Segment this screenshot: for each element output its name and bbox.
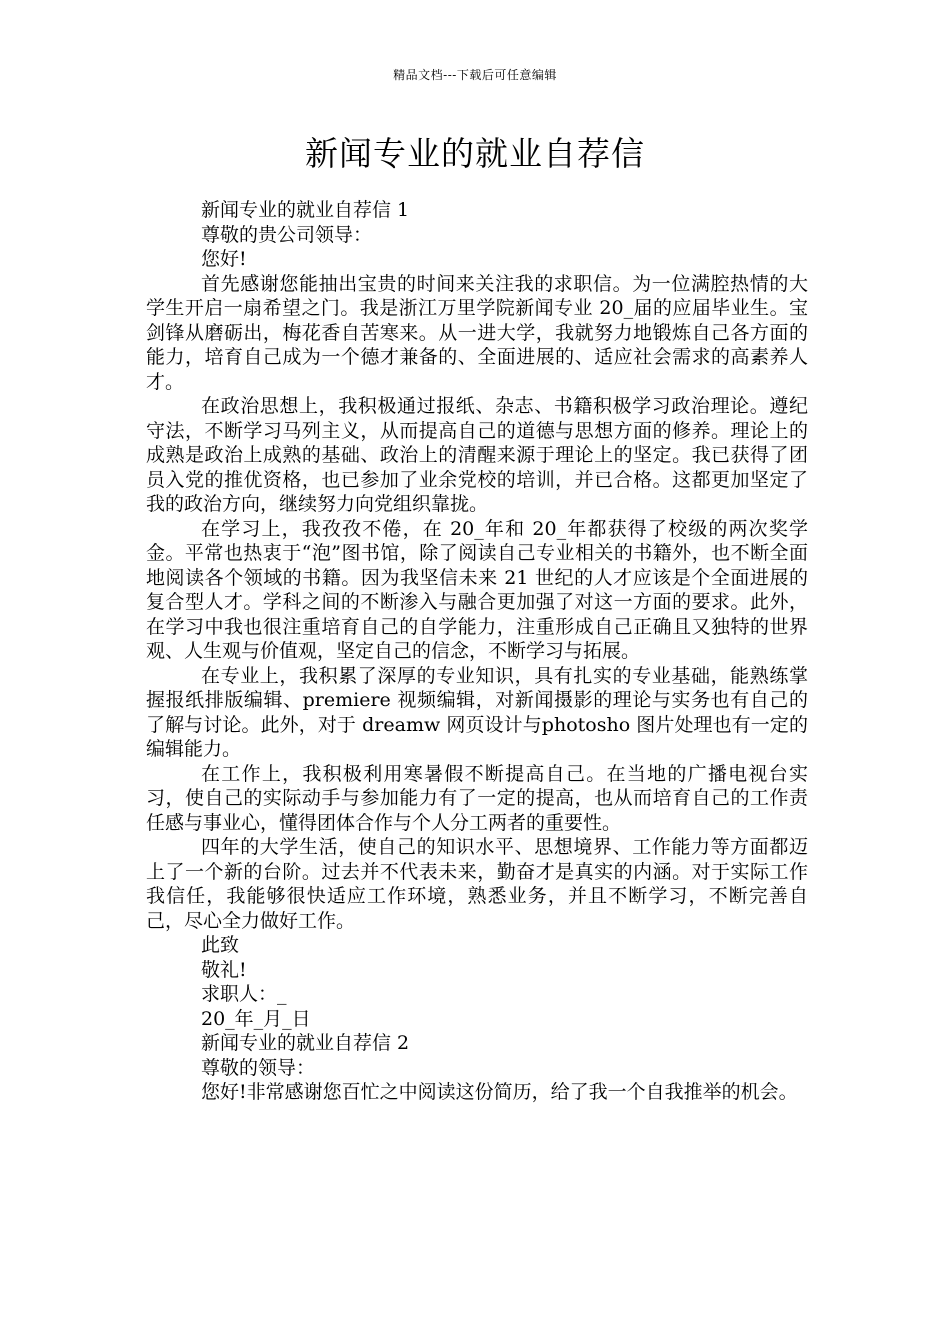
letter1-regards: 敬礼! xyxy=(201,958,247,981)
letter1-date: 20_年_月_日 xyxy=(201,1007,311,1030)
letter2-paragraph: 您好!非常感谢您百忙之中阅读这份简历，给了我一个自我推举的机会。 xyxy=(201,1081,798,1103)
letter2-heading: 新闻专业的就业自荐信 2 xyxy=(201,1032,410,1054)
letter1-paragraph: 在政治思想上，我积极通过报纸、杂志、书籍积极学习政治理论。遵纪守法，不断学习马列主义，从而提高自己的道德与思想方面的修养。理论上的成熟是政治上成熟的基础、政治上的清醒来源于理论上的坚定。我已获得了团员入党的推优资格，也已参加了业余党校的培训，并已合格。这都更加坚定了我的政治方向，继续努力向党组织靠拢。 xyxy=(146,395,808,515)
letter1-paragraph: 首先感谢您能抽出宝贵的时间来关注我的求职信。为一位满腔热情的大学生开启一扇希望之门。我是浙江万里学院新闻专业 20_届的应届毕业生。宝剑锋从磨砺出，梅花香自苦寒来。从一进大学，我就努力地锻炼自己各方面的能力，培育自己成为一个德才兼备的、全面进展的、适应社会需求的高素养人才。 xyxy=(146,272,808,393)
letter2-salutation: 尊敬的领导： xyxy=(201,1056,316,1079)
letter1-paragraph: 四年的大学生活，使自己的知识水平、思想境界、工作能力等方面都迈上了一个新的台阶。过去并不代表未来，勤奋才是真实的内涵。对于实际工作我信任，我能够很快适应工作环境，熟悉业务，并且不断学习，不断完善自己，尽心全力做好工作。 xyxy=(146,836,808,932)
document-body xyxy=(146,198,808,1105)
letter1-greeting: 您好! xyxy=(201,248,247,270)
letter1-heading: 新闻专业的就业自荐信 1 xyxy=(201,199,410,221)
letter1-salutation: 尊敬的贵公司领导： xyxy=(201,223,373,246)
letter1-paragraph: 在专业上，我积累了深厚的专业知识，具有扎实的专业基础，能熟练掌握报纸排版编辑、premiere 视频编辑，对新闻摄影的理论与实务也有自己的了解与讨论。此外，对于 dreamw 网页设计与photosho 图片处理也有一定的编辑能力。 xyxy=(146,664,808,760)
letter1-paragraph: 在学习上，我孜孜不倦，在 20_年和 20_年都获得了校级的两次奖学金。平常也热衷于“泡”图书馆，除了阅读自己专业相关的书籍外，也不断全面地阅读各个领域的书籍。因为我坚信未来 21 世纪的人才应该是个全面进展的复合型人才。学科之间的不断渗入与融合更加强了对这一方面的要求。此外，在学习中我也很注重培育自己的自学能力，注重形成自己正确且又独特的世界观、人生观与价值观，坚定自己的信念，不断学习与拓展。 xyxy=(146,517,808,662)
letter1-paragraph: 在工作上，我积极利用寒暑假不断提高自己。在当地的广播电视台实习，使自己的实际动手与参加能力有了一定的提高，也从而培育自己的工作责任感与事业心，懂得团体合作与个人分工两者的重要性。 xyxy=(146,762,808,834)
letter1-signer: 求职人：_ xyxy=(201,983,287,1005)
header-note: 精品文档---下载后可任意编辑 xyxy=(393,68,557,82)
document-title: 新闻专业的就业自荐信 xyxy=(305,134,645,173)
letter1-closing: 此致 xyxy=(201,934,240,956)
